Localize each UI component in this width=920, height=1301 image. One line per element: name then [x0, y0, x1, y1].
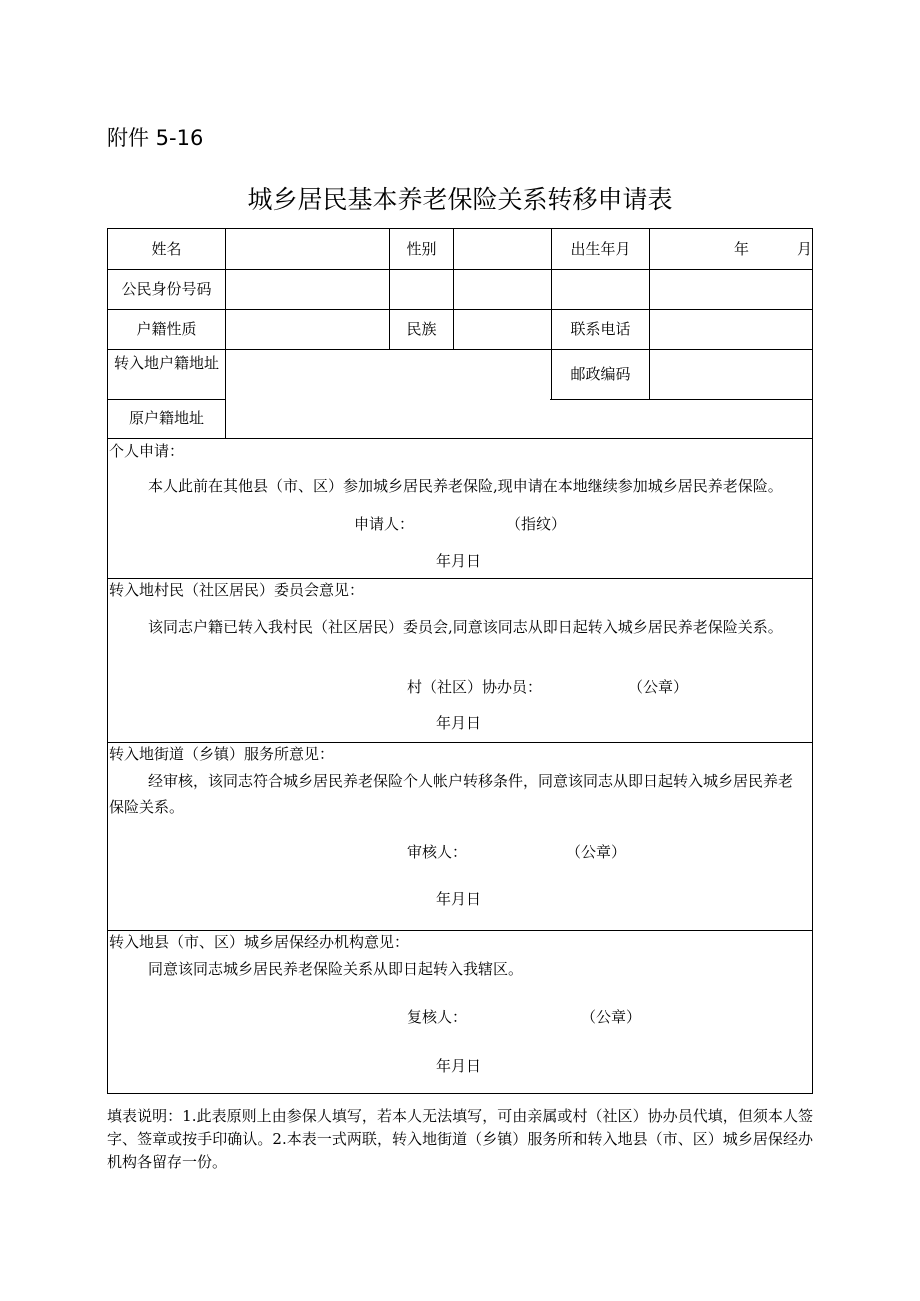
- personal-date: 年月日: [436, 552, 482, 570]
- street-body-line1: 经审核，该同志符合城乡居民养老保险个人帐户转移条件，同意该同志从即日起转入城乡居民养老: [148, 772, 794, 790]
- street-mark: （公章）: [566, 843, 627, 861]
- col-divider: [649, 229, 650, 399]
- personal-body: 本人此前在其他县（市、区）参加城乡居民养老保险,现申请在本地继续参加城乡居民养老保险。: [148, 477, 783, 495]
- household-type-label: 户籍性质: [136, 320, 197, 338]
- village-signer: 村（社区）协办员：: [407, 678, 543, 696]
- village-heading: 转入地村民（社区居民）委员会意见：: [109, 581, 365, 599]
- row-divider: [108, 309, 812, 310]
- county-body: 同意该同志城乡居民养老保险关系从即日起转入我辖区。: [148, 960, 524, 978]
- birth-month-unit: 月: [797, 240, 813, 258]
- street-date: 年月日: [436, 890, 482, 908]
- village-mark: （公章）: [628, 678, 689, 696]
- row-divider: [550, 399, 812, 400]
- postcode-label: 邮政编码: [570, 365, 631, 383]
- attachment-label: 附件 5-16: [107, 126, 204, 150]
- county-heading: 转入地县（市、区）城乡居保经办机构意见：: [109, 933, 410, 951]
- personal-signer: 申请人：: [354, 515, 415, 533]
- ethnicity-label: 民族: [406, 320, 437, 338]
- form-title: 城乡居民基本养老保险关系转移申请表: [247, 185, 673, 214]
- new-address-field[interactable]: [226, 349, 551, 438]
- application-form-table: [107, 228, 813, 1094]
- street-heading: 转入地街道（乡镇）服务所意见：: [109, 745, 335, 763]
- section-divider: [108, 930, 812, 931]
- village-date: 年月日: [436, 714, 482, 732]
- village-body: 该同志户籍已转入我村民（社区居民）委员会,同意该同志从即日起转入城乡居民养老保险关系。: [148, 618, 783, 636]
- county-signer: 复核人：: [407, 1008, 468, 1026]
- row-divider: [108, 438, 812, 439]
- gender-label: 性别: [406, 240, 437, 258]
- birth-label: 出生年月: [570, 240, 631, 258]
- row-divider: [108, 399, 226, 400]
- county-date: 年月日: [436, 1057, 482, 1075]
- id-field[interactable]: [226, 269, 812, 309]
- county-mark: （公章）: [581, 1008, 642, 1026]
- section-divider: [108, 742, 812, 743]
- new-address-label: 转入地户籍地址: [113, 354, 219, 372]
- old-address-label: 原户籍地址: [128, 409, 204, 427]
- name-field[interactable]: [226, 229, 389, 269]
- personal-mark: （指纹）: [506, 515, 567, 533]
- street-signer: 审核人：: [407, 843, 468, 861]
- personal-heading: 个人申请：: [109, 442, 185, 460]
- name-label: 姓名: [151, 240, 182, 258]
- street-body-line2: 保险关系。: [109, 798, 185, 816]
- phone-label: 联系电话: [570, 320, 631, 338]
- id-label: 公民身份号码: [121, 280, 212, 298]
- section-divider: [108, 578, 812, 579]
- gender-field[interactable]: [454, 229, 551, 269]
- footnote: 填表说明：1.此表原则上由参保人填写，若本人无法填写，可由亲属或村（社区）协办员代填，但须本人签字、签章或按手印确认。2.本表一式两联，转入地街道（乡镇）服务所和转入地县（市、区）城乡居保经办机构各留存一份。: [107, 1107, 813, 1171]
- birth-year-unit: 年: [734, 240, 750, 258]
